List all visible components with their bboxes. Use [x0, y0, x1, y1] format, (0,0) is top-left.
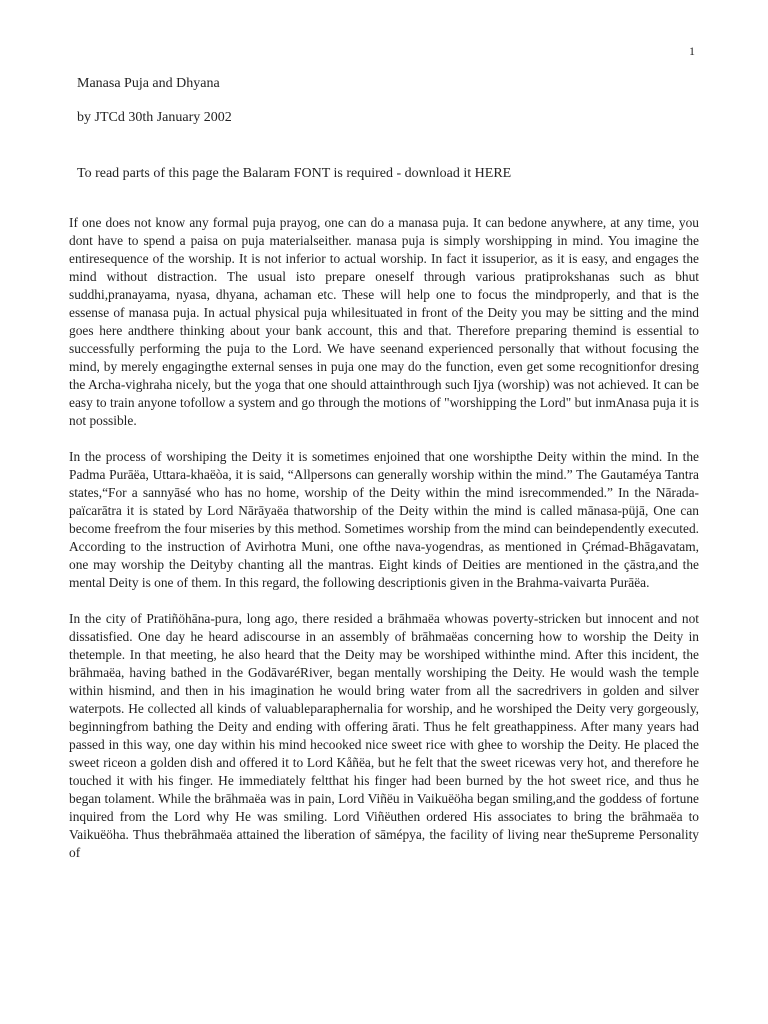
page-number: 1: [689, 44, 695, 58]
paragraph-brahmana-story: In the city of Pratiñöhāna-pura, long ago, there resided a brāhmaëa whowas poverty-stricken but innocent and not dissatisfied. One day he heard adiscourse in an assembly of brāhmaëas concerning how to worship the Deity in thetemple. In that meeting, he also heard that the Deity may be worshiped withinthe mind. After this incident, the brāhmaëa, having bathed in the GodāvaréRiver, began mentally worshiping the Deity. He would wash the temple within hismind, and then in his imagination he would bring water from all the sacredrivers in golden and silver waterpots. He collected all kinds of valuableparaphernalia for worship, and he worshiped the Deity very gorgeously, beginningfrom bathing the Deity and ending with offering ārati. Thus he felt greathappiness. After many years had passed in this way, one day within his mind hecooked nice sweet rice with ghee to worship the Deity. He placed the sweet riceon a golden dish and offered it to Lord Kåñëa, but he felt that the sweet ricewas very hot, and therefore he touched it with his finger. He immediately feltthat his finger had been burned by the hot sweet rice, and thus he began tolament. While the brāhmaëa was in pain, Lord Viñëu in Vaikuëöha began smiling,and the goddess of fortune inquired from the Lord why He was smiling. Lord Viñëuthen ordered His associates to bring the brāhmaëa to Vaikuëöha. Thus thebrāhmaëa attained the liberation of sāmépya, the facility of living near theSupreme Personality of: [69, 611, 699, 860]
document-body: [69, 214, 699, 880]
paragraph-manasa-puja: If one does not know any formal puja prayog, one can do a manasa puja. It can bedone anywhere, at any time, you dont have to spend a paisa on puja materialseither. manasa puja is simply worshipping in mind. You imagine the entiresequence of the worship. It is not inferior to actual worship. In fact it issuperior, as it is easy, and engages the mind without distraction. The usual isto prepare oneself through various pratiprokshanas such as bhut suddhi,pranayama, nyasa, dhyana, achaman etc. These will help one to focus the mindproperly, and that is the essense of manasa puja. In actual physical puja whilesituated in front of the Deity you may be sitting and the mind goes here andthere thinking about your bank account, this and that. Therefore preparing themind is essential to successfully performing the puja to the Lord. We have seenand experienced personally that without focusing the mind, by merely engagingthe external senses in puja one may do the function, even get some recognitionfor dresing the Archa-vighraha nicely, but the yoga that one should attainthrough such Ijya (worship) was not achieved. It can be easy to train anyone tofollow a system and go through the motions of "worshipping the Lord" but inmAnasa puja it is not possible.: [69, 215, 699, 428]
font-download-note: To read parts of this page the Balaram FONT is required - download it HERE: [77, 166, 512, 181]
author-date-line: by JTCd 30th January 2002: [77, 110, 232, 125]
document-title: Manasa Puja and Dhyana: [77, 76, 220, 91]
paragraph-worship-within-mind: In the process of worshiping the Deity it is sometimes enjoined that one worshipthe Deity within the mind. In the Padma Purāëa, Uttara-khaëòa, it is said, “Allpersons can generally worship within the mind.” The Gautaméya Tantra states,“For a sannyāsé who has no home, worship of the Deity within the mind isrecommended.” In the Nārada-païcarātra it is stated by Lord Nārāyaëa thatworship of the Deity within the mind is called mānasa-püjā, One can become freefrom the four miseries by this method. Sometimes worship from the mind can beindependently executed. According to the instruction of Avirhotra Muni, one ofthe nava-yogendras, as mentioned in Çrémad-Bhāgavatam, one may worship the Deityby chanting all the mantras. Eight kinds of Deities are mentioned in the çāstra,and the mental Deity is one of them. In this regard, the following descriptionis given in the Brahma-vaivarta Purāëa.: [69, 449, 699, 590]
